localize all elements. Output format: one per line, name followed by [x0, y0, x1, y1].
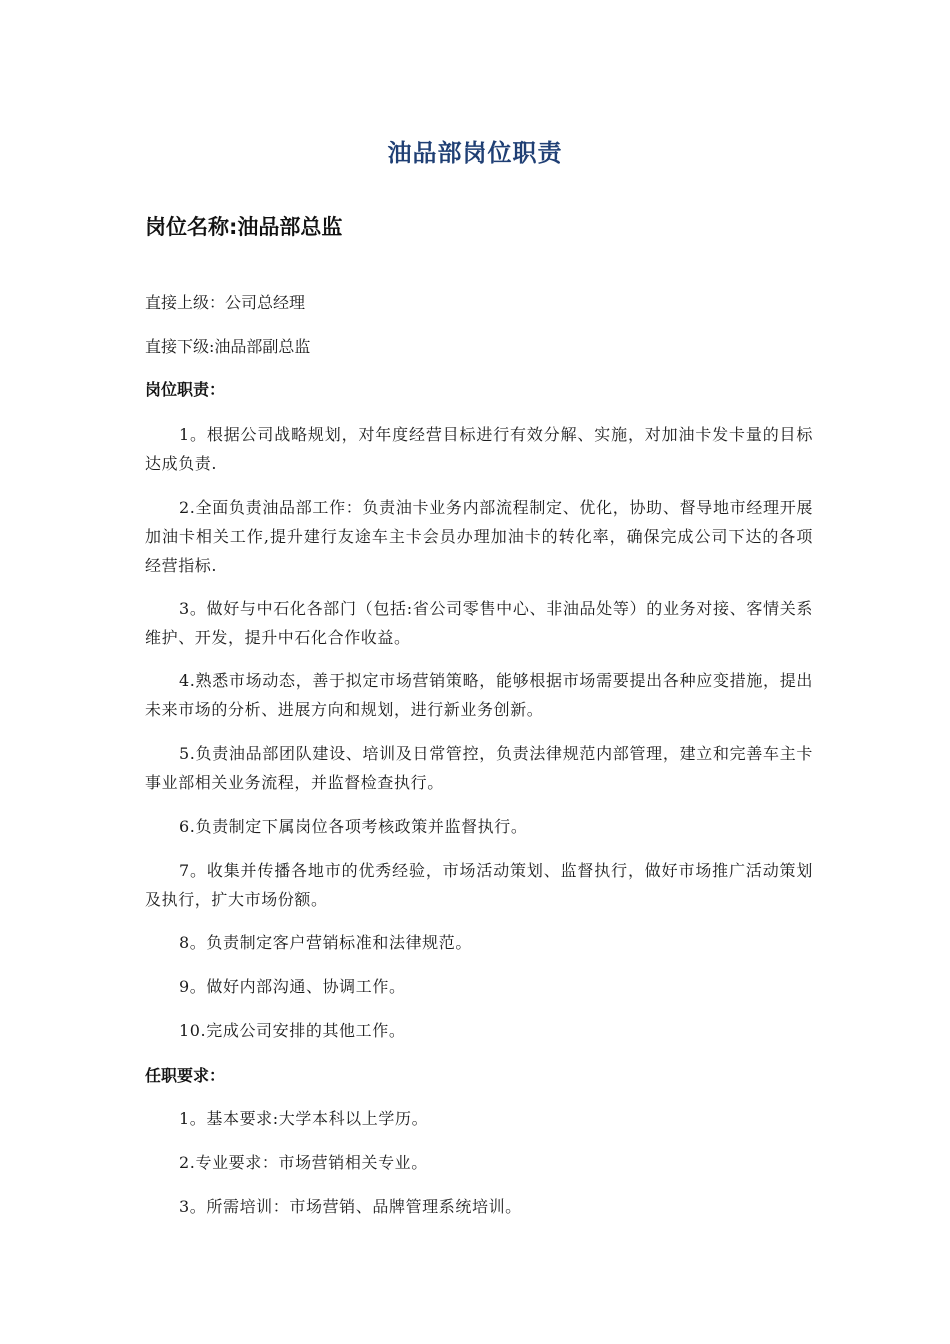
- requirement-item: 3。所需培训：市场营销、品牌管理系统培训。: [179, 1197, 522, 1216]
- duties-heading: 岗位职责：: [145, 380, 226, 399]
- duty-item: 2.全面负责油品部工作：负责油卡业务内部流程制定、优化，协助、督导地市经理开展加油卡相关工作,提升建行友途车主卡会员办理加油卡的转化率，确保完成公司下达的各项经营指标.: [145, 498, 813, 575]
- requirements-heading: 任职要求：: [145, 1066, 226, 1085]
- document-title: 油品部岗位职责: [387, 139, 563, 167]
- duty-item: 6.负责制定下属岗位各项考核政策并监督执行。: [179, 817, 528, 836]
- post-name-heading: 岗位名称:油品部总监: [145, 215, 343, 239]
- requirement-item: 1。基本要求:大学本科以上学历。: [179, 1109, 429, 1128]
- direct-subordinate: 直接下级:油品部副总监: [145, 337, 311, 356]
- duty-item: 3。做好与中石化各部门（包括:省公司零售中心、非油品处等）的业务对接、客情关系维护、开发，提升中石化合作收益。: [145, 599, 813, 647]
- duty-item: 1。根据公司战略规划，对年度经营目标进行有效分解、实施，对加油卡发卡量的目标达成负责.: [145, 425, 813, 473]
- requirement-item: 2.专业要求：市场营销相关专业。: [179, 1153, 428, 1172]
- duty-item: 8。负责制定客户营销标准和法律规范。: [179, 933, 472, 952]
- duty-item: 4.熟悉市场动态，善于拟定市场营销策略，能够根据市场需要提出各种应变措施，提出未来市场的分析、进展方向和规划，进行新业务创新。: [145, 671, 813, 719]
- duty-item: 9。做好内部沟通、协调工作。: [179, 977, 406, 996]
- duty-item: 10.完成公司安排的其他工作。: [179, 1021, 406, 1040]
- direct-superior: 直接上级：公司总经理: [145, 293, 306, 312]
- duty-item: 7。收集并传播各地市的优秀经验，市场活动策划、监督执行，做好市场推广活动策划及执行，扩大市场份额。: [145, 861, 813, 909]
- duty-item: 5.负责油品部团队建设、培训及日常管控，负责法律规范内部管理，建立和完善车主卡事业部相关业务流程，并监督检查执行。: [145, 744, 813, 792]
